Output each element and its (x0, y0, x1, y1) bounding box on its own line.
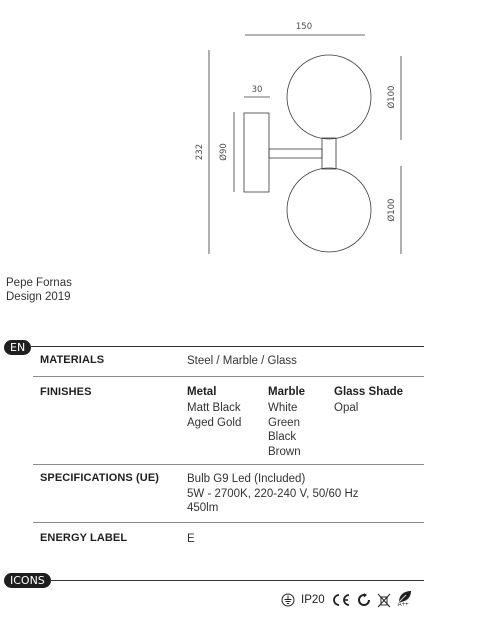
finish-item: Matt Black (187, 402, 241, 414)
section-tag-en: EN (4, 340, 31, 355)
lamp-hub (322, 138, 336, 169)
spec-line: 5W - 2700K, 220-240 V, 50/60 Hz (187, 487, 359, 500)
finish-marble-title: Marble (268, 386, 306, 398)
dim-label-base-diameter: Ø90 (219, 143, 229, 161)
energy-class-mark: A++ (397, 602, 409, 608)
specifications-label: SPECIFICATIONS (UE) (40, 472, 160, 484)
designer-block (6, 276, 72, 304)
finish-item: Brown (268, 445, 301, 458)
finish-marble-list (268, 401, 301, 459)
lamp-arm (269, 149, 322, 158)
finish-glass-list (334, 401, 358, 416)
section-divider-icons (50, 580, 424, 581)
globe-bottom (287, 168, 371, 252)
finishes-label: FINISHES (40, 386, 92, 398)
finish-glass-title: Glass Shade (334, 386, 404, 398)
dim-label-depth: 30 (251, 85, 263, 95)
spec-line: Bulb G9 Led (Included) (187, 473, 306, 485)
energy-label: ENERGY LABEL (40, 532, 128, 544)
finish-item: Opal (334, 402, 359, 414)
designer-name: Pepe Fornas (6, 277, 72, 289)
row-divider (33, 376, 424, 377)
dim-label-globe-bottom: Ø100 (387, 198, 397, 222)
dim-label-width: 150 (295, 22, 313, 32)
ce-mark-icon (331, 593, 351, 607)
finish-item: Black (268, 431, 297, 443)
globe-top (287, 55, 371, 139)
finish-metal-list (187, 401, 241, 430)
dim-label-globe-top: Ø100 (387, 85, 397, 109)
row-divider (33, 522, 424, 523)
row-divider (33, 464, 424, 465)
dim-label-height: 232 (195, 143, 205, 161)
weee-bin-icon (377, 593, 391, 608)
technical-drawing (0, 0, 478, 270)
spec-line: 450lm (187, 502, 219, 514)
section-tag-icons: ICONS (4, 573, 51, 588)
finish-item: White (268, 402, 298, 414)
ip-rating: IP20 (301, 594, 325, 606)
specifications-values (187, 472, 359, 516)
energy-leaf-icon (397, 590, 413, 610)
certification-icons (281, 590, 413, 610)
finish-metal-title: Metal (187, 386, 217, 398)
section-divider-en (30, 346, 424, 347)
earth-ground-icon (281, 593, 295, 607)
finish-item: Aged Gold (187, 416, 242, 429)
materials-value: Steel / Marble / Glass (187, 355, 297, 367)
design-year: Design 2019 (6, 291, 71, 303)
energy-value: E (187, 533, 195, 545)
wall-plate (244, 113, 269, 192)
materials-label: MATERIALS (40, 354, 105, 366)
recycle-icon (357, 593, 371, 607)
finish-item: Green (268, 416, 300, 429)
